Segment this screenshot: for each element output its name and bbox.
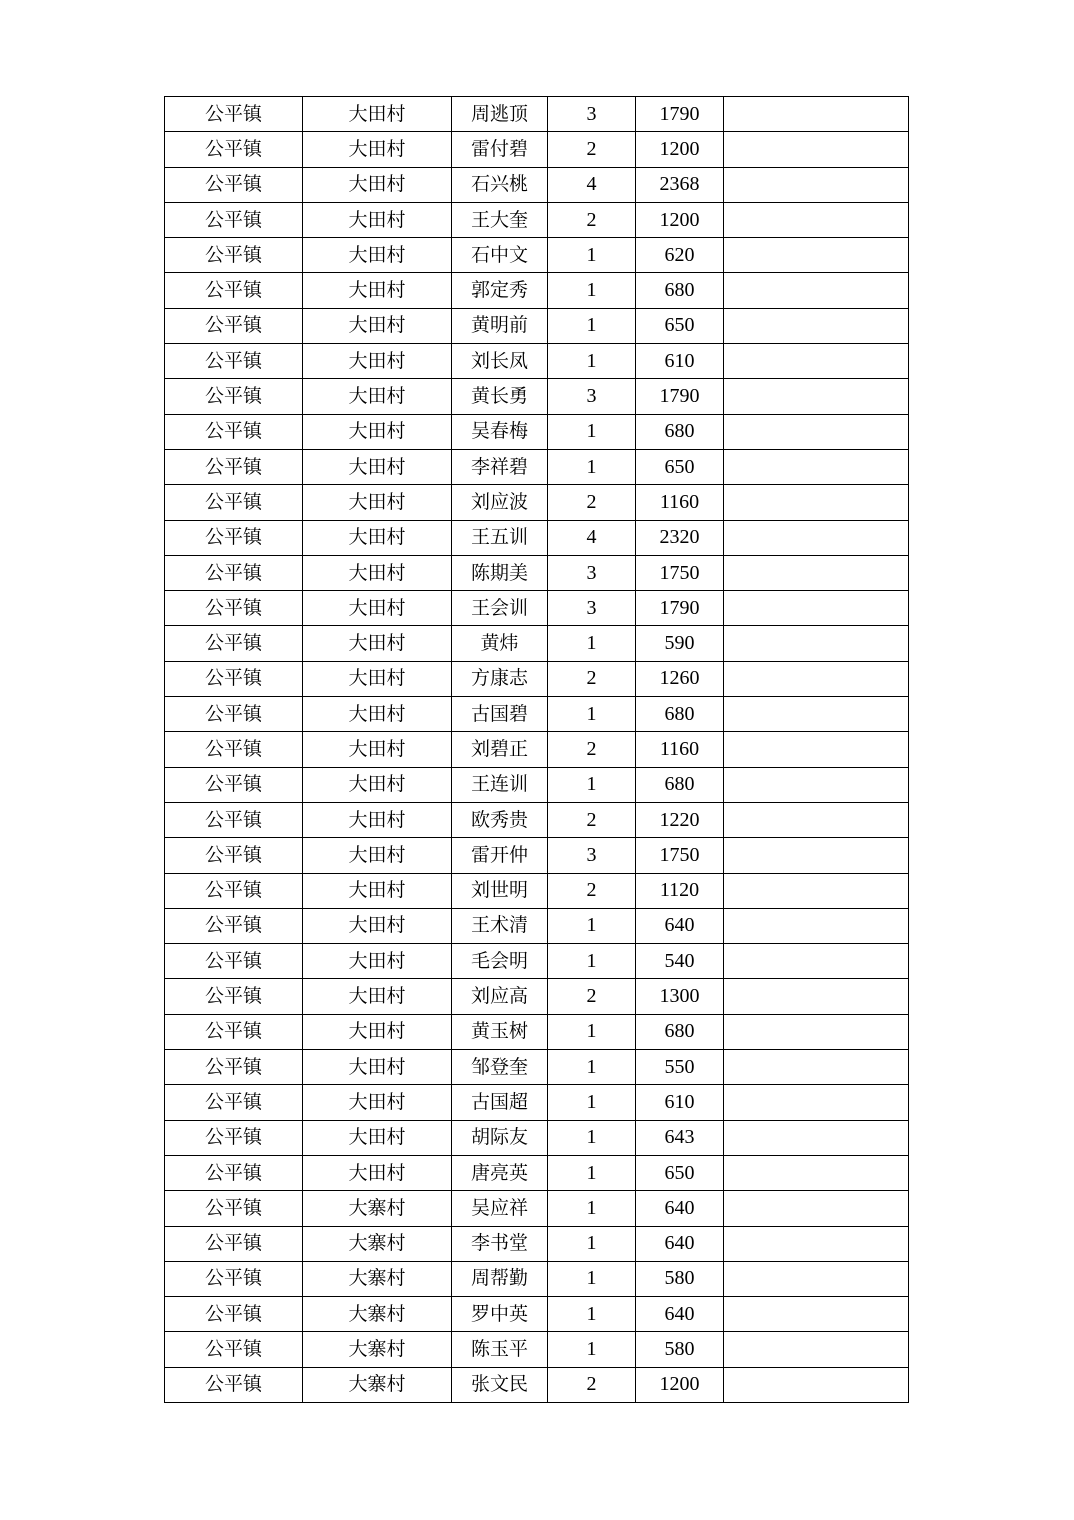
amount-cell: 1200 <box>636 202 724 237</box>
town-cell: 公平镇 <box>165 449 303 484</box>
amount-cell: 590 <box>636 626 724 661</box>
count-cell: 3 <box>548 838 636 873</box>
town-cell: 公平镇 <box>165 1332 303 1367</box>
town-cell: 公平镇 <box>165 485 303 520</box>
town-cell: 公平镇 <box>165 167 303 202</box>
town-cell: 公平镇 <box>165 838 303 873</box>
count-cell: 4 <box>548 520 636 555</box>
remark-cell <box>724 626 909 661</box>
table-row <box>165 1014 909 1049</box>
remark-cell <box>724 1191 909 1226</box>
name-cell: 张文民 <box>452 1367 548 1402</box>
table-row <box>165 767 909 802</box>
remark-cell <box>724 308 909 343</box>
amount-cell: 640 <box>636 908 724 943</box>
name-cell: 方康志 <box>452 661 548 696</box>
village-cell: 大田村 <box>303 802 452 837</box>
name-cell: 雷付碧 <box>452 132 548 167</box>
village-cell: 大田村 <box>303 485 452 520</box>
remark-cell <box>724 591 909 626</box>
town-cell: 公平镇 <box>165 591 303 626</box>
remark-cell <box>724 273 909 308</box>
village-cell: 大田村 <box>303 414 452 449</box>
amount-cell: 610 <box>636 1085 724 1120</box>
count-cell: 2 <box>548 661 636 696</box>
remark-cell <box>724 1085 909 1120</box>
town-cell: 公平镇 <box>165 626 303 661</box>
table-row <box>165 661 909 696</box>
village-cell: 大田村 <box>303 697 452 732</box>
amount-cell: 643 <box>636 1120 724 1155</box>
count-cell: 1 <box>548 344 636 379</box>
remark-cell <box>724 979 909 1014</box>
amount-cell: 610 <box>636 344 724 379</box>
village-cell: 大田村 <box>303 1050 452 1085</box>
count-cell: 1 <box>548 238 636 273</box>
village-cell: 大田村 <box>303 379 452 414</box>
town-cell: 公平镇 <box>165 1155 303 1190</box>
village-cell: 大田村 <box>303 626 452 661</box>
village-cell: 大寨村 <box>303 1226 452 1261</box>
name-cell: 雷开仲 <box>452 838 548 873</box>
town-cell: 公平镇 <box>165 1120 303 1155</box>
count-cell: 1 <box>548 1297 636 1332</box>
town-cell: 公平镇 <box>165 414 303 449</box>
name-cell: 石兴桃 <box>452 167 548 202</box>
village-cell: 大田村 <box>303 661 452 696</box>
count-cell: 1 <box>548 1050 636 1085</box>
count-cell: 1 <box>548 1155 636 1190</box>
village-cell: 大田村 <box>303 908 452 943</box>
remark-cell <box>724 1297 909 1332</box>
amount-cell: 2368 <box>636 167 724 202</box>
village-cell: 大田村 <box>303 202 452 237</box>
table-row <box>165 308 909 343</box>
village-cell: 大田村 <box>303 591 452 626</box>
name-cell: 周帮勤 <box>452 1261 548 1296</box>
count-cell: 1 <box>548 273 636 308</box>
amount-cell: 680 <box>636 767 724 802</box>
name-cell: 黄玉树 <box>452 1014 548 1049</box>
table-row <box>165 238 909 273</box>
name-cell: 邹登奎 <box>452 1050 548 1085</box>
count-cell: 1 <box>548 908 636 943</box>
count-cell: 1 <box>548 414 636 449</box>
remark-cell <box>724 1050 909 1085</box>
remark-cell <box>724 344 909 379</box>
town-cell: 公平镇 <box>165 1050 303 1085</box>
table-row <box>165 838 909 873</box>
town-cell: 公平镇 <box>165 1297 303 1332</box>
table-row <box>165 1332 909 1367</box>
town-cell: 公平镇 <box>165 802 303 837</box>
table-row <box>165 1120 909 1155</box>
amount-cell: 1200 <box>636 132 724 167</box>
village-cell: 大寨村 <box>303 1191 452 1226</box>
table-row <box>165 344 909 379</box>
town-cell: 公平镇 <box>165 1261 303 1296</box>
town-cell: 公平镇 <box>165 944 303 979</box>
count-cell: 3 <box>548 591 636 626</box>
table-row <box>165 591 909 626</box>
town-cell: 公平镇 <box>165 767 303 802</box>
village-cell: 大田村 <box>303 555 452 590</box>
table-row <box>165 520 909 555</box>
amount-cell: 580 <box>636 1261 724 1296</box>
count-cell: 1 <box>548 944 636 979</box>
town-cell: 公平镇 <box>165 379 303 414</box>
name-cell: 刘世明 <box>452 873 548 908</box>
amount-cell: 1790 <box>636 379 724 414</box>
name-cell: 郭定秀 <box>452 273 548 308</box>
remark-cell <box>724 379 909 414</box>
remark-cell <box>724 555 909 590</box>
town-cell: 公平镇 <box>165 661 303 696</box>
town-cell: 公平镇 <box>165 308 303 343</box>
table-row <box>165 1191 909 1226</box>
table-row <box>165 1085 909 1120</box>
remark-cell <box>724 1120 909 1155</box>
remark-cell <box>724 167 909 202</box>
count-cell: 1 <box>548 1332 636 1367</box>
name-cell: 刘应高 <box>452 979 548 1014</box>
count-cell: 2 <box>548 1367 636 1402</box>
amount-cell: 640 <box>636 1297 724 1332</box>
amount-cell: 650 <box>636 449 724 484</box>
town-cell: 公平镇 <box>165 979 303 1014</box>
remark-cell <box>724 661 909 696</box>
name-cell: 周逃顶 <box>452 97 548 132</box>
table-row <box>165 97 909 132</box>
village-cell: 大田村 <box>303 838 452 873</box>
remark-cell <box>724 520 909 555</box>
count-cell: 1 <box>548 1085 636 1120</box>
table-row <box>165 979 909 1014</box>
table-row <box>165 485 909 520</box>
town-cell: 公平镇 <box>165 1226 303 1261</box>
table-row <box>165 908 909 943</box>
table-row <box>165 697 909 732</box>
amount-cell: 2320 <box>636 520 724 555</box>
village-cell: 大田村 <box>303 1155 452 1190</box>
town-cell: 公平镇 <box>165 697 303 732</box>
village-cell: 大田村 <box>303 308 452 343</box>
town-cell: 公平镇 <box>165 873 303 908</box>
count-cell: 1 <box>548 1261 636 1296</box>
name-cell: 王会训 <box>452 591 548 626</box>
remark-cell <box>724 1226 909 1261</box>
remark-cell <box>724 1155 909 1190</box>
town-cell: 公平镇 <box>165 520 303 555</box>
count-cell: 3 <box>548 97 636 132</box>
town-cell: 公平镇 <box>165 1085 303 1120</box>
name-cell: 黄长勇 <box>452 379 548 414</box>
amount-cell: 640 <box>636 1191 724 1226</box>
count-cell: 1 <box>548 697 636 732</box>
amount-cell: 640 <box>636 1226 724 1261</box>
count-cell: 2 <box>548 732 636 767</box>
table-row <box>165 202 909 237</box>
remark-cell <box>724 838 909 873</box>
name-cell: 欧秀贵 <box>452 802 548 837</box>
name-cell: 刘应波 <box>452 485 548 520</box>
name-cell: 黄明前 <box>452 308 548 343</box>
name-cell: 王术清 <box>452 908 548 943</box>
amount-cell: 1160 <box>636 732 724 767</box>
amount-cell: 680 <box>636 273 724 308</box>
table-row <box>165 414 909 449</box>
name-cell: 吴春梅 <box>452 414 548 449</box>
town-cell: 公平镇 <box>165 1014 303 1049</box>
name-cell: 古国碧 <box>452 697 548 732</box>
count-cell: 3 <box>548 379 636 414</box>
table-row <box>165 1297 909 1332</box>
remark-cell <box>724 802 909 837</box>
town-cell: 公平镇 <box>165 555 303 590</box>
remark-cell <box>724 449 909 484</box>
amount-cell: 1220 <box>636 802 724 837</box>
name-cell: 黄炜 <box>452 626 548 661</box>
amount-cell: 1260 <box>636 661 724 696</box>
remark-cell <box>724 485 909 520</box>
amount-cell: 1300 <box>636 979 724 1014</box>
town-cell: 公平镇 <box>165 344 303 379</box>
name-cell: 王五训 <box>452 520 548 555</box>
town-cell: 公平镇 <box>165 97 303 132</box>
count-cell: 1 <box>548 1191 636 1226</box>
table-row <box>165 273 909 308</box>
count-cell: 2 <box>548 802 636 837</box>
village-cell: 大田村 <box>303 944 452 979</box>
remark-cell <box>724 97 909 132</box>
amount-cell: 620 <box>636 238 724 273</box>
count-cell: 1 <box>548 767 636 802</box>
count-cell: 1 <box>548 308 636 343</box>
remark-cell <box>724 873 909 908</box>
table-row <box>165 379 909 414</box>
name-cell: 刘长凤 <box>452 344 548 379</box>
village-cell: 大田村 <box>303 273 452 308</box>
name-cell: 吴应祥 <box>452 1191 548 1226</box>
remark-cell <box>724 1014 909 1049</box>
village-cell: 大寨村 <box>303 1332 452 1367</box>
amount-cell: 1120 <box>636 873 724 908</box>
table-row <box>165 1155 909 1190</box>
village-cell: 大寨村 <box>303 1297 452 1332</box>
amount-cell: 540 <box>636 944 724 979</box>
village-cell: 大田村 <box>303 97 452 132</box>
name-cell: 李祥碧 <box>452 449 548 484</box>
name-cell: 毛会明 <box>452 944 548 979</box>
count-cell: 1 <box>548 449 636 484</box>
amount-cell: 680 <box>636 1014 724 1049</box>
amount-cell: 550 <box>636 1050 724 1085</box>
village-cell: 大田村 <box>303 1120 452 1155</box>
remark-cell <box>724 1332 909 1367</box>
name-cell: 石中文 <box>452 238 548 273</box>
remark-cell <box>724 202 909 237</box>
amount-cell: 650 <box>636 1155 724 1190</box>
village-cell: 大田村 <box>303 132 452 167</box>
count-cell: 3 <box>548 555 636 590</box>
name-cell: 刘碧正 <box>452 732 548 767</box>
village-cell: 大田村 <box>303 520 452 555</box>
name-cell: 王大奎 <box>452 202 548 237</box>
table-row <box>165 1226 909 1261</box>
village-cell: 大寨村 <box>303 1367 452 1402</box>
town-cell: 公平镇 <box>165 1367 303 1402</box>
table-row <box>165 555 909 590</box>
remark-cell <box>724 944 909 979</box>
amount-cell: 680 <box>636 414 724 449</box>
table-row <box>165 132 909 167</box>
count-cell: 1 <box>548 626 636 661</box>
name-cell: 李书堂 <box>452 1226 548 1261</box>
count-cell: 2 <box>548 873 636 908</box>
remark-cell <box>724 132 909 167</box>
table-row <box>165 449 909 484</box>
table-row <box>165 732 909 767</box>
amount-cell: 1790 <box>636 591 724 626</box>
amount-cell: 1790 <box>636 97 724 132</box>
name-cell: 王连训 <box>452 767 548 802</box>
remark-cell <box>724 414 909 449</box>
table-row <box>165 1367 909 1402</box>
count-cell: 4 <box>548 167 636 202</box>
amount-cell: 580 <box>636 1332 724 1367</box>
town-cell: 公平镇 <box>165 908 303 943</box>
village-cell: 大田村 <box>303 873 452 908</box>
village-cell: 大田村 <box>303 238 452 273</box>
name-cell: 陈期美 <box>452 555 548 590</box>
count-cell: 2 <box>548 979 636 1014</box>
remark-cell <box>724 908 909 943</box>
count-cell: 2 <box>548 485 636 520</box>
remark-cell <box>724 697 909 732</box>
remark-cell <box>724 238 909 273</box>
town-cell: 公平镇 <box>165 273 303 308</box>
table-row <box>165 802 909 837</box>
count-cell: 2 <box>548 202 636 237</box>
village-cell: 大田村 <box>303 732 452 767</box>
name-cell: 陈玉平 <box>452 1332 548 1367</box>
name-cell: 唐亮英 <box>452 1155 548 1190</box>
name-cell: 罗中英 <box>452 1297 548 1332</box>
village-cell: 大田村 <box>303 449 452 484</box>
remark-cell <box>724 732 909 767</box>
count-cell: 2 <box>548 132 636 167</box>
table-row <box>165 1050 909 1085</box>
village-cell: 大田村 <box>303 979 452 1014</box>
village-cell: 大寨村 <box>303 1261 452 1296</box>
count-cell: 1 <box>548 1226 636 1261</box>
town-cell: 公平镇 <box>165 238 303 273</box>
amount-cell: 1160 <box>636 485 724 520</box>
amount-cell: 1200 <box>636 1367 724 1402</box>
amount-cell: 1750 <box>636 555 724 590</box>
table-row <box>165 873 909 908</box>
table-row <box>165 944 909 979</box>
village-cell: 大田村 <box>303 1085 452 1120</box>
name-cell: 胡际友 <box>452 1120 548 1155</box>
amount-cell: 680 <box>636 697 724 732</box>
amount-cell: 650 <box>636 308 724 343</box>
count-cell: 1 <box>548 1120 636 1155</box>
town-cell: 公平镇 <box>165 202 303 237</box>
village-cell: 大田村 <box>303 344 452 379</box>
name-cell: 古国超 <box>452 1085 548 1120</box>
remark-cell <box>724 1261 909 1296</box>
count-cell: 1 <box>548 1014 636 1049</box>
town-cell: 公平镇 <box>165 732 303 767</box>
village-cell: 大田村 <box>303 767 452 802</box>
remark-cell <box>724 1367 909 1402</box>
table-row <box>165 167 909 202</box>
town-cell: 公平镇 <box>165 1191 303 1226</box>
table-row <box>165 1261 909 1296</box>
village-cell: 大田村 <box>303 1014 452 1049</box>
table-row <box>165 626 909 661</box>
roster-body <box>165 97 909 1403</box>
roster-table <box>164 96 909 1403</box>
town-cell: 公平镇 <box>165 132 303 167</box>
remark-cell <box>724 767 909 802</box>
amount-cell: 1750 <box>636 838 724 873</box>
village-cell: 大田村 <box>303 167 452 202</box>
